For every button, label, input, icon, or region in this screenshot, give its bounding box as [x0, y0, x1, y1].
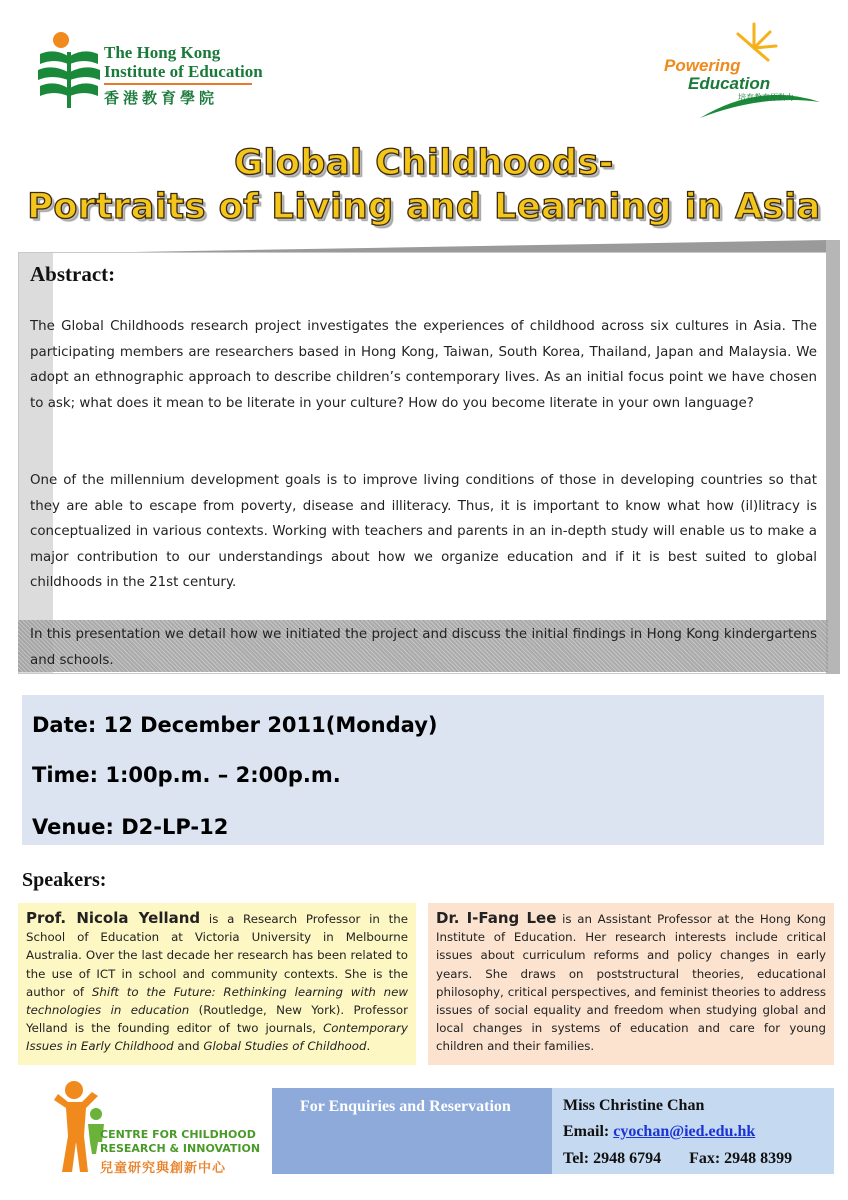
abstract-paragraph-2: One of the millennium development goals is to improve living conditions of those in developing countries so that they are able to escape from poverty, disease and illiteracy. Thus, it is important to know what how (il)litracy is conceptualized in various contexts. Working with teachers and parents in an in-depth study will enable us to make a major contribution to our understandings about how we organize education and if it is best suited to global childhoods in the 21st century. — [30, 473, 817, 591]
contact-fax: Fax: 2948 8399 — [689, 1150, 793, 1167]
logo-divider — [104, 83, 252, 85]
powering-education-logo — [660, 20, 830, 125]
speaker-1-bio-part-a: is a Research Professor in the School of Education at Victoria University in Melbourne Australia. Over the last decade her research has been related to the use of ICT in school and community contexts. She is the author of — [26, 912, 408, 999]
slogan-line2: Education — [688, 74, 771, 93]
speakers-heading: Speakers: — [22, 869, 107, 891]
speaker-1-journal-2: Global Studies of Childhood — [203, 1039, 367, 1054]
speaker-1-bio-part-b: (Routledge, New York). Professor Yelland is the founding editor of two journals, — [26, 1003, 409, 1036]
event-date: Date: 12 December 2011(Monday) — [32, 713, 438, 737]
speaker-1-bio-part-c: and — [173, 1039, 204, 1054]
abstract-box-right-bevel — [826, 240, 840, 674]
speaker-1-bio-part-d: . — [366, 1039, 371, 1054]
speaker-2-bio-text: is an Assistant Professor at the Hong Kong Institute of Education. Her research interests include critical issues about curriculum reforms and policy changes in early years. She draws on poststructural theories, educational philosophy, critical perspectives, and feminist theories to address issues of social equality and freedom when studying global and local changes in systems of education and care for young children and their families. — [436, 912, 826, 1054]
institute-name-en-line2: Institute of Education — [104, 62, 263, 81]
centre-name-en-line2: RESEARCH & INNOVATION — [100, 1142, 261, 1155]
contact-tel: Tel: 2948 6794 — [563, 1150, 662, 1167]
enquiry-label: For Enquiries and Reservation — [300, 1098, 511, 1115]
speaker-1-name: Prof. Nicola Yelland — [26, 909, 201, 927]
contact-phone-line — [563, 1150, 792, 1168]
centre-name-zh: 兒童研究與創新中心 — [100, 1161, 227, 1176]
speaker-2-name: Dr. I-Fang Lee — [436, 909, 557, 927]
contact-email-line — [563, 1123, 755, 1141]
institute-name-zh: 香港教育學院 — [104, 89, 219, 107]
speaker-2-card — [428, 903, 834, 1065]
poster-title-line2: Portraits of Living and Learning in Asia — [27, 187, 821, 227]
event-time: Time: 1:00p.m. – 2:00p.m. — [32, 763, 341, 787]
abstract-paragraph-3: In this presentation we detail how we initiated the project and discuss the initial findings in Hong Kong kindergartens and schools. — [30, 627, 817, 668]
institute-name-en-line1: The Hong Kong — [104, 43, 221, 62]
speaker-1-journal-1: Contemporary Issues in Early Childhood — [26, 1021, 408, 1054]
slogan-line1: Powering — [664, 56, 741, 75]
speaker-2-bio — [436, 909, 826, 1056]
hkied-logo — [34, 30, 264, 110]
ccri-logo — [52, 1078, 262, 1178]
speaker-1-card — [18, 903, 416, 1065]
hkied-emblem-icon — [34, 30, 104, 110]
event-venue: Venue: D2-LP-12 — [32, 815, 229, 839]
abstract-paragraph-1: The Global Childhoods research project investigates the experiences of childhood across six cultures in Asia. The participating members are researchers based in Hong Kong, Taiwan, South Korea, Thailand, Japan and Malaysia. We adopt an ethnographic approach to describe children’s contemporary lives. As an initial focus point we have chosen to ask; what does it mean to be literate in your culture? How do you become literate in your own language? — [30, 319, 817, 411]
slogan-zh: 培育教育原動力 — [738, 93, 794, 102]
speaker-1-book-title: Shift to the Future: Rethinking learning with new technologies in education — [26, 984, 409, 1018]
centre-name-en-line1: CENTRE FOR CHILDHOOD — [100, 1128, 256, 1141]
abstract-heading: Abstract: — [30, 262, 116, 286]
email-link[interactable]: cyochan@ied.edu.hk — [613, 1123, 756, 1140]
contact-name: Miss Christine Chan — [563, 1097, 705, 1114]
email-label: Email: — [563, 1123, 614, 1140]
speaker-1-bio — [26, 909, 408, 1056]
poster-title-line1: Global Childhoods- — [234, 143, 614, 183]
